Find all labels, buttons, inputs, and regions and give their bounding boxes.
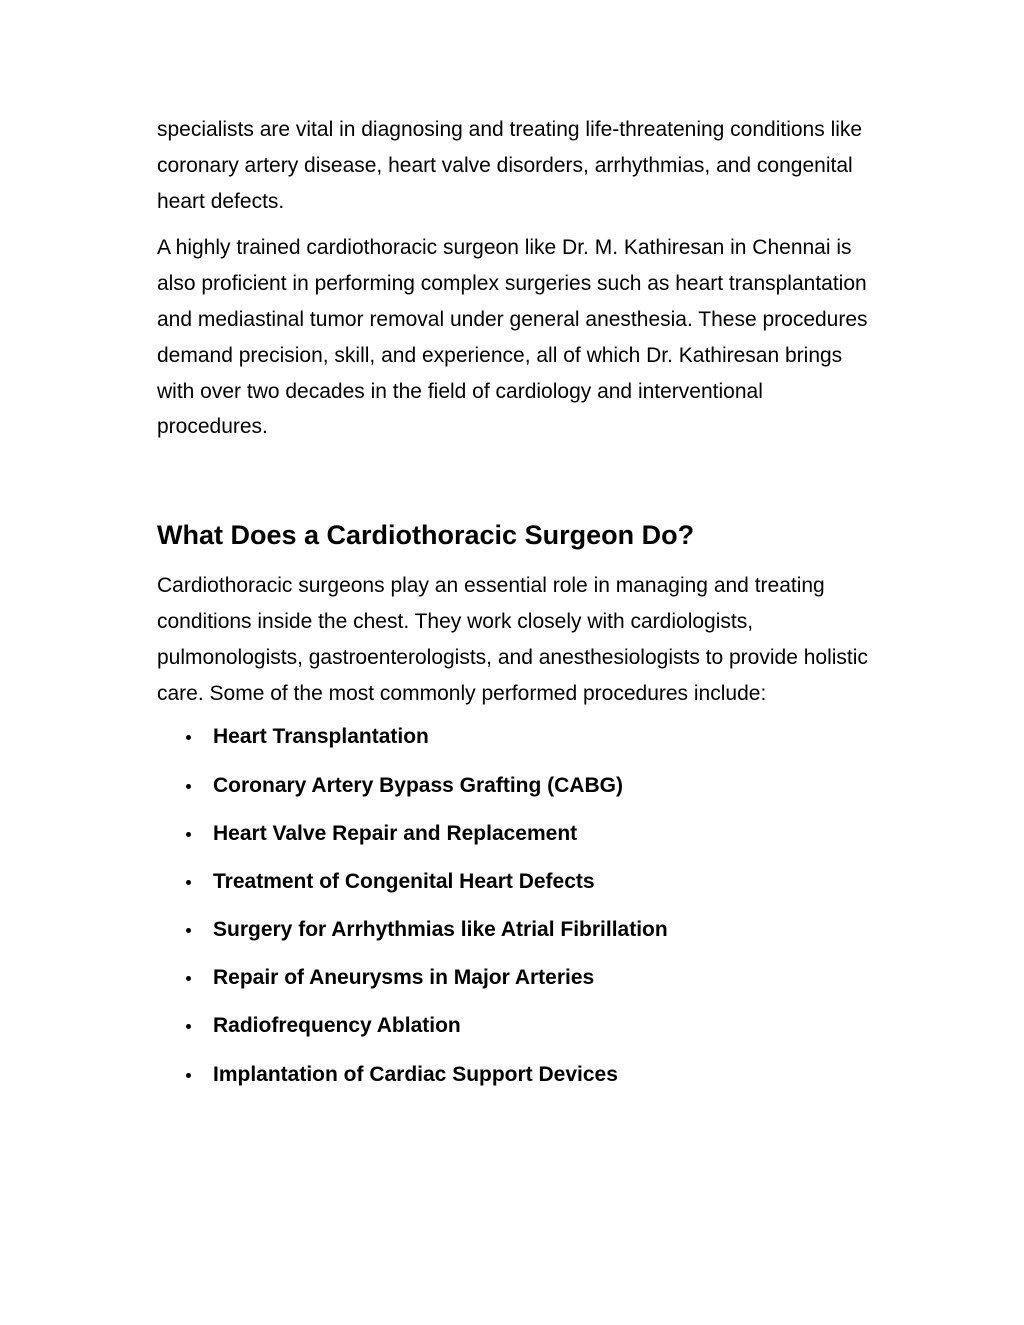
- bullet-icon: [186, 832, 191, 837]
- procedure-label: Repair of Aneurysms in Major Arteries: [213, 966, 595, 990]
- list-item: [157, 1011, 877, 1041]
- bullet-icon: [186, 1073, 191, 1078]
- list-item: [157, 819, 877, 849]
- procedure-label: Radiofrequency Ablation: [213, 1014, 461, 1038]
- bullet-icon: [186, 735, 191, 740]
- list-item: [157, 1060, 877, 1090]
- section-intro: Cardiothoracic surgeons play an essential role in managing and treating conditions inside the chest. They work closely with cardiologists, pulmonologists, gastroenterologists, and anesthesiologists to provide holistic care. Some of the most commonly performed procedures include:: [157, 574, 868, 705]
- procedure-label: Coronary Artery Bypass Grafting (CABG): [213, 773, 623, 797]
- procedures-list: [157, 722, 877, 1089]
- list-item: [157, 722, 877, 752]
- procedure-label: Treatment of Congenital Heart Defects: [213, 869, 595, 893]
- bullet-icon: [186, 976, 191, 981]
- bullet-icon: [186, 928, 191, 933]
- list-item: [157, 867, 877, 897]
- procedure-label: Surgery for Arrhythmias like Atrial Fibrillation: [213, 918, 668, 942]
- list-item: [157, 915, 877, 945]
- section-heading: What Does a Cardiothoracic Surgeon Do?: [157, 520, 695, 551]
- paragraph-surgeon-profile: A highly trained cardiothoracic surgeon like Dr. M. Kathiresan in Chennai is also proficient in performing complex surgeries such as heart transplantation and mediastinal tumor removal under general anesthesia. These procedures demand precision, skill, and experience, all of which Dr. Kathiresan brings with over two decades in the field of cardiology and interventional procedures.: [157, 236, 868, 439]
- procedure-label: Implantation of Cardiac Support Devices: [213, 1062, 618, 1086]
- list-item: [157, 771, 877, 801]
- procedure-label: Heart Transplantation: [213, 725, 429, 749]
- list-item: [157, 963, 877, 993]
- paragraph-specialists: specialists are vital in diagnosing and treating life-threatening conditions like coronary artery disease, heart valve disorders, arrhythmias, and congenital heart defects.: [157, 118, 863, 213]
- bullet-icon: [186, 1024, 191, 1029]
- bullet-icon: [186, 784, 191, 789]
- document-page: [157, 112, 877, 1108]
- procedure-label: Heart Valve Repair and Replacement: [213, 821, 578, 845]
- bullet-icon: [186, 880, 191, 885]
